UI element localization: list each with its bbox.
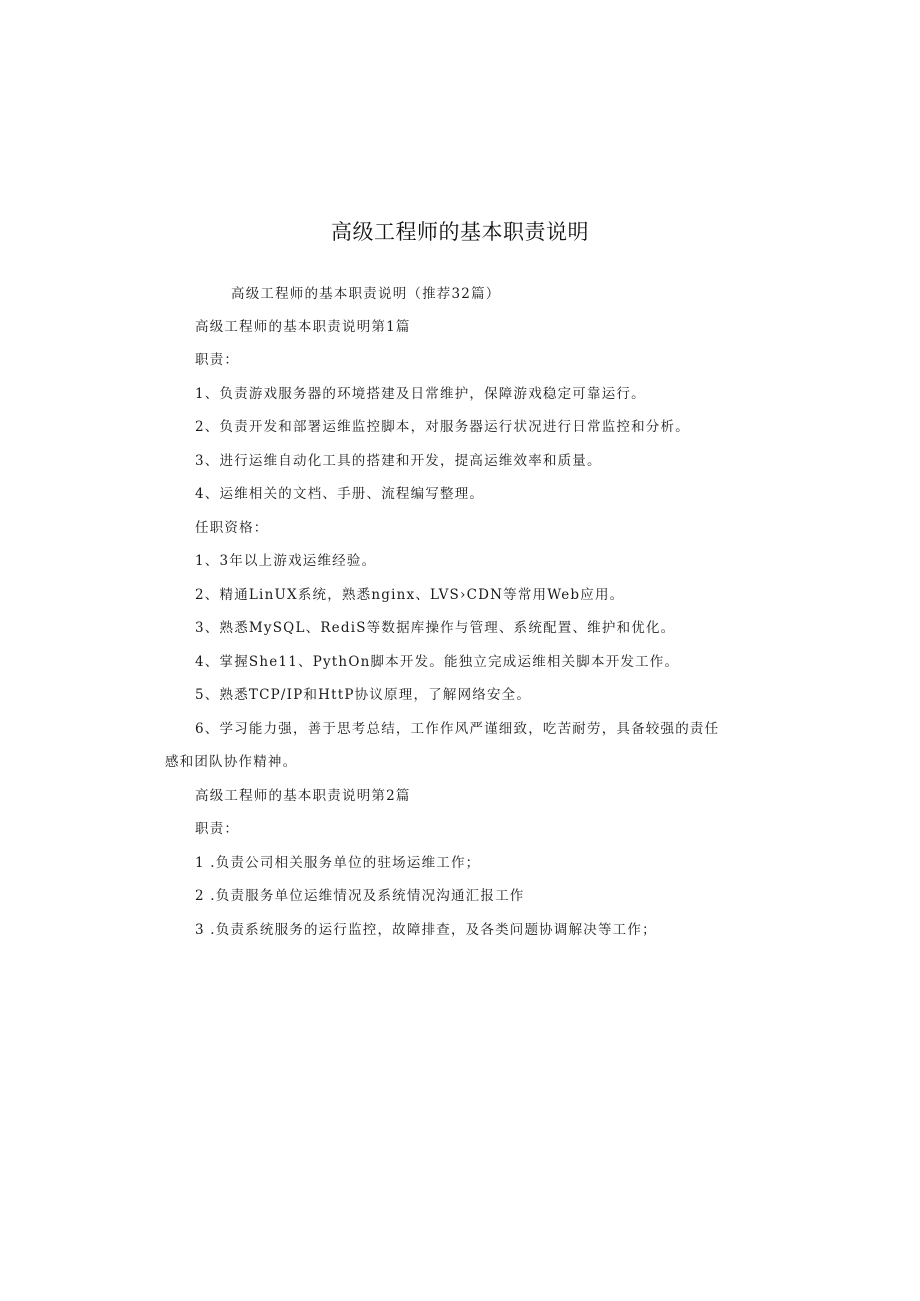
list-item: 4、掌握She11、PythOn脚本开发。能独立完成运维相关脚本开发工作。: [195, 654, 680, 670]
list-item: 2、负责开发和部署运维监控脚本，对服务器运行状况进行日常监控和分析。: [195, 419, 690, 435]
section-heading: 高级工程师的基本职责说明第2篇: [195, 788, 411, 804]
list-item: 5、熟悉TCP/IP和HttP协议原理，了解网络安全。: [195, 687, 532, 703]
list-item: 1、负责游戏服务器的环境搭建及日常维护，保障游戏稳定可靠运行。: [195, 386, 646, 402]
duties-label: 职责：: [195, 821, 240, 837]
qualifications-label: 任职资格：: [195, 520, 269, 536]
list-item-continuation: 感和团队协作精神。: [165, 754, 298, 770]
list-item: 3、进行运维自动化工具的搭建和开发，提高运维效率和质量。: [195, 453, 602, 469]
duties-label: 职责：: [195, 352, 240, 368]
list-item: 3、熟悉MySQL、RediS等数据库操作与管理、系统配置、维护和优化。: [195, 620, 676, 636]
document-subtitle: 高级工程师的基本职责说明（推荐32篇）: [231, 286, 501, 302]
list-item: 2、精通LinUX系统，熟悉nginx、LVS›CDN等常用Web应用。: [195, 587, 625, 603]
section-heading: 高级工程师的基本职责说明第1篇: [195, 319, 411, 335]
list-item: 1、3年以上游戏运维经验。: [195, 553, 377, 569]
list-item: 6、学习能力强，善于思考总结，工作作风严谨细致，吃苦耐劳，具备较强的责任: [195, 721, 720, 737]
list-item: 1 .负责公司相关服务单位的驻场运维工作；: [195, 855, 481, 871]
list-item: 3 .负责系统服务的运行监控，故障排查，及各类问题协调解决等工作；: [195, 922, 657, 938]
list-item: 4、运维相关的文档、手册、流程编写整理。: [195, 486, 485, 502]
document-title: 高级工程师的基本职责说明: [331, 220, 589, 244]
list-item: 2 .负责服务单位运维情况及系统情况沟通汇报工作: [195, 888, 525, 904]
